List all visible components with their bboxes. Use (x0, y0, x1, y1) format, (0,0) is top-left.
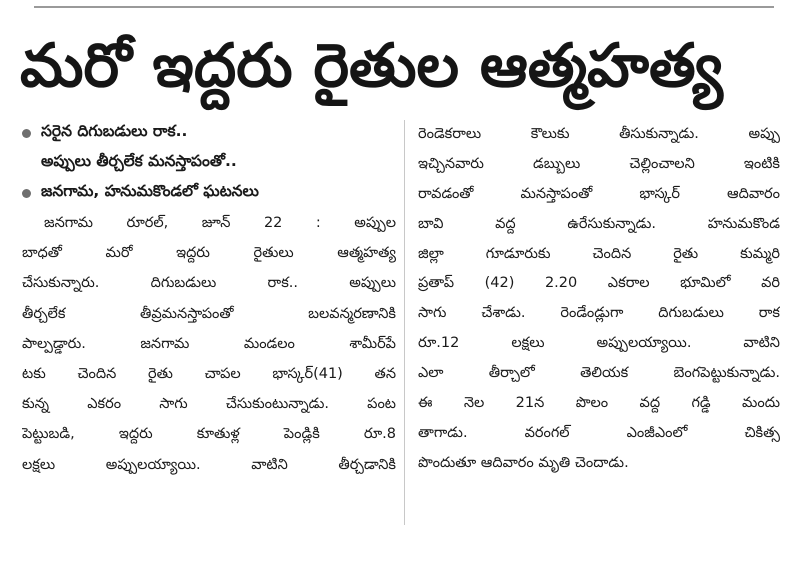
subhead-item (22, 118, 396, 148)
article-column-right (418, 120, 780, 530)
body-line: రావడంతో మనస్తాపంతో భాస్కర్ ఆదివారం (418, 185, 780, 202)
body-line: లక్షలు అప్పులయ్యాయి. వాటిని తీర్చడానికి (22, 456, 396, 473)
body-line: బాధతో మరో ఇద్దరు రైతులు ఆత్మహత్య (22, 245, 396, 262)
body-line: జనగామ రూరల్, జూన్ 22 : అప్పుల (44, 215, 396, 231)
column-divider (404, 120, 405, 525)
body-line: పొందుతూ ఆదివారం మృతి చెందాడు. (418, 454, 629, 471)
body-line: ఈ నెల 21న పొలం వద్ద గడ్డి మందు (418, 395, 780, 412)
body-line: పెట్టుబడి, ఇద్దరు కూతుళ్ల పెండ్లికి రూ.8 (22, 426, 396, 443)
body-line: టకు చెందిన రైతు చాపల భాస్కర్(41) తన (22, 365, 396, 382)
body-line: రెండెకరాలు కౌలుకు తీసుకున్నాడు. అప్పు (418, 126, 780, 142)
bullet-icon (22, 129, 31, 138)
subhead-text: జనగామ, హనుమకొండలో ఘటనలు (41, 182, 259, 200)
body-line: ఇచ్చినవారు డబ్బులు చెల్లించాలని ఇంటికి (418, 155, 780, 172)
body-line: చేసుకున్నారు. దిగుబడులు రాక.. అప్పులు (22, 275, 396, 292)
subhead-text: సరైన దిగుబడులు రాక.. (41, 122, 188, 140)
body-line: రూ.12 లక్షలు అప్పులయ్యాయి. వాటిని (418, 335, 780, 352)
body-line: సాగు చేశాడు. రెండేండ్లుగా దిగుబడులు రాక (418, 305, 780, 322)
article-column-left (22, 118, 396, 528)
body-line: బావి వద్ద ఉరేసుకున్నాడు. హనుమకొండ (418, 215, 780, 232)
body-line: జిల్లా గూడూరుకు చెందిన రైతు కుమ్మరి (418, 245, 780, 262)
body-line: తీర్చలేక తీవ్రమనస్తాపంతో బలవన్మరణానికి (22, 305, 396, 322)
top-rule (34, 6, 774, 8)
subhead-text: అప్పులు తీర్చలేక మనస్తాపంతో.. (41, 152, 237, 170)
body-line: తాగాడు. వరంగల్ ఎంజీఎంలో చికిత్స (418, 424, 780, 441)
headline: మరో ఇద్దరు రైతుల ఆత్మహత్య (20, 31, 723, 101)
subhead-item (22, 148, 396, 178)
body-line: ప్రతాప్ (42) 2.20 ఎకరాల భూమిలో వరి (418, 275, 780, 292)
bullet-icon (22, 189, 31, 198)
body-line: ఎలా తీర్చాలో తెలియక బెంగపెట్టుకున్నాడు. (418, 365, 780, 382)
subhead-item (22, 178, 396, 208)
body-line: పాల్పడ్డారు. జనగామ మండలం శామీర్‌పే (22, 335, 396, 352)
body-line: కున్న ఎకరం సాగు చేసుకుంటున్నాడు. పంట (22, 396, 396, 413)
